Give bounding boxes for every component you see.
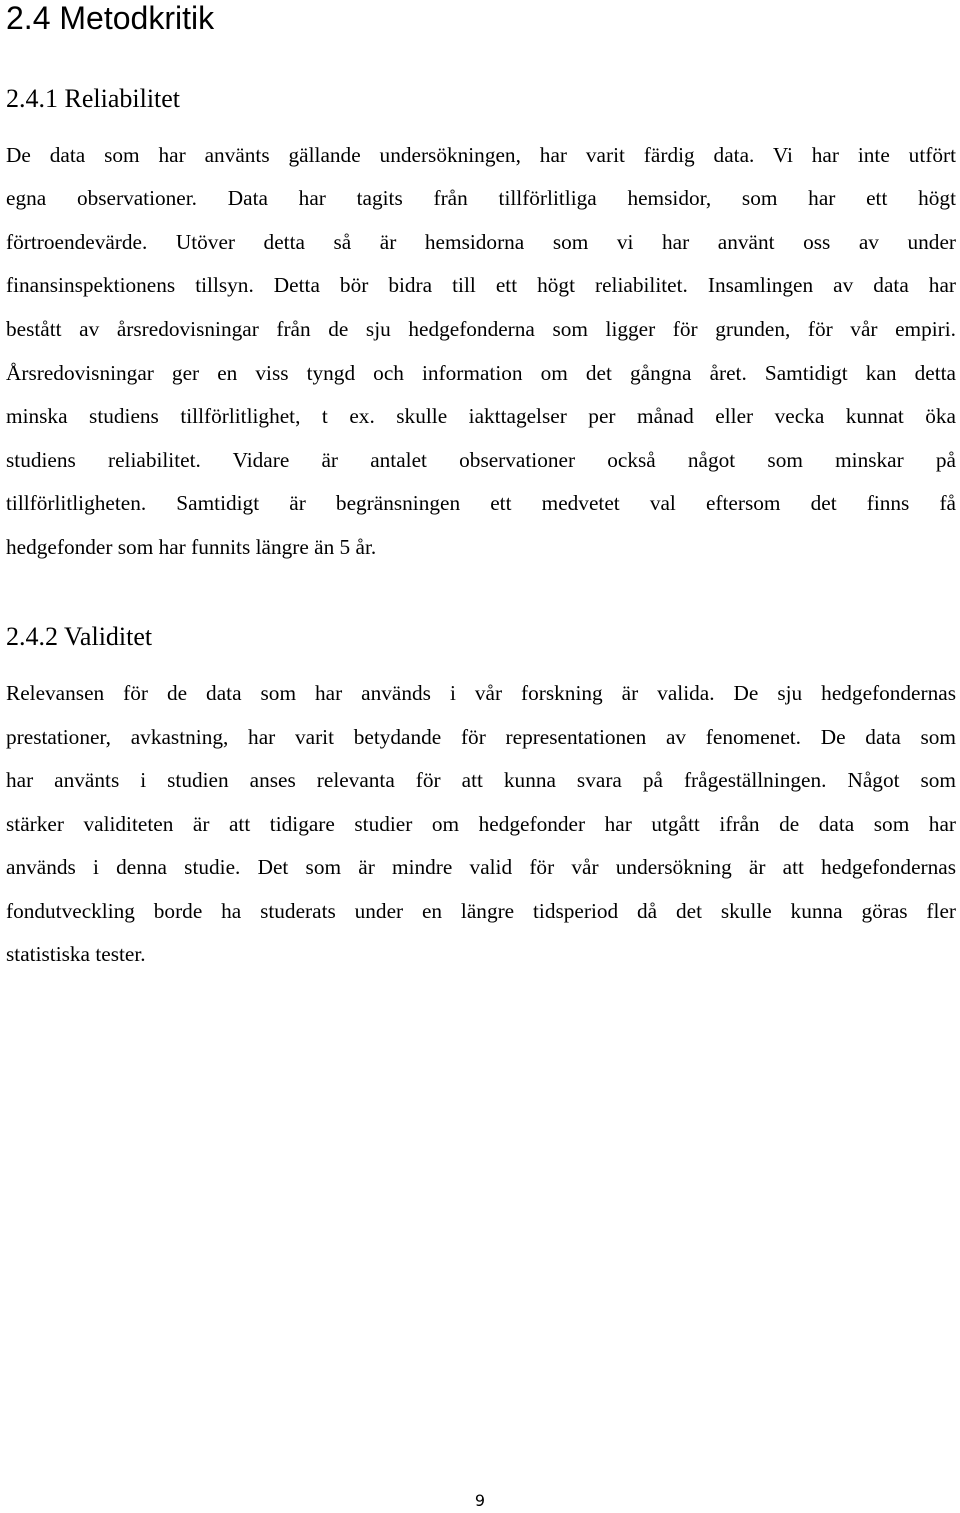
text-line: förtroendevärde. Utöver detta så är hemsidorna som vi har använt oss av under [6,230,956,254]
text-line: finansinspektionens tillsyn. Detta bör bidra till ett högt reliabilitet. Insamlingen av data har [6,273,956,297]
text-line: används i denna studie. Det som är mindre valid för vår undersökning är att hedgefondernas [6,855,956,879]
text-line: tillförlitligheten. Samtidigt är begränsningen ett medvetet val eftersom det finns få [6,491,956,515]
text-line: har använts i studien anses relevanta för att kunna svara på frågeställningen. Något som [6,768,956,792]
subsection-heading-reliability: 2.4.1 Reliabilitet [6,84,181,113]
text-line: Årsredovisningar ger en viss tyngd och information om det gångna året. Samtidigt kan detta [6,361,956,385]
text-line: hedgefonder som har funnits längre än 5 år. [6,535,377,559]
text-line: studiens reliabilitet. Vidare är antalet observationer också något som minskar på [6,448,956,472]
text-line: De data som har använts gällande undersökningen, har varit färdig data. Vi har inte utfört [6,143,956,167]
text-line: egna observationer. Data har tagits från tillförlitliga hemsidor, som har ett högt [6,186,956,210]
text-line: prestationer, avkastning, har varit betydande för representationen av fenomenet. De data som [6,725,956,749]
text-line: stärker validiteten är att tidigare studier om hedgefonder har utgått ifrån de data som har [6,812,956,836]
page-number: 9 [474,1491,486,1510]
text-line: statistiska tester. [6,942,146,966]
text-line: Relevansen för de data som har används i vår forskning är valida. De sju hedgefondernas [6,681,956,705]
section-title: 2.4 Metodkritik [6,0,215,36]
subsection-heading-validity: 2.4.2 Validitet [6,622,153,651]
text-line: fondutveckling borde ha studerats under en längre tidsperiod då det skulle kunna göras fler [6,899,956,923]
text-line: minska studiens tillförlitlighet, t ex. skulle iakttagelser per månad eller vecka kunnat öka [6,404,956,428]
text-line: bestått av årsredovisningar från de sju hedgefonderna som ligger för grunden, för vår empiri. [6,317,956,341]
